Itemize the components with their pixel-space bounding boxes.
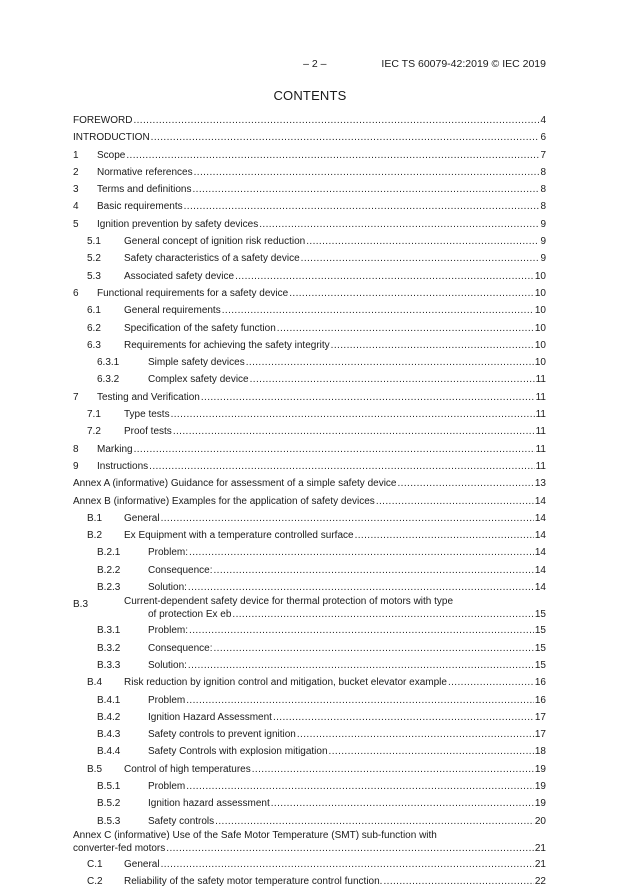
toc-entry[interactable] xyxy=(73,147,546,164)
toc-entry-title: Specification of the safety function xyxy=(124,322,276,334)
dot-leader xyxy=(161,510,534,527)
dot-leader xyxy=(448,674,534,691)
toc-entry[interactable] xyxy=(73,268,546,285)
toc-entry-title: Terms and definitions xyxy=(97,184,192,196)
toc-entry[interactable] xyxy=(73,640,546,657)
toc-entry-number: B.4.2 xyxy=(97,711,121,723)
dot-leader xyxy=(289,285,534,302)
toc-entry-title: Marking xyxy=(97,443,133,455)
page-number: – 2 – xyxy=(303,58,327,70)
toc-entry-page: 8 xyxy=(540,166,546,178)
dot-leader xyxy=(133,112,539,129)
dot-leader xyxy=(271,795,534,812)
toc-entry-title: Requirements for achieving the safety integrity xyxy=(124,339,330,351)
toc-entry-page: 14 xyxy=(534,582,546,594)
dot-leader xyxy=(171,406,535,423)
toc-entry-page: 14 xyxy=(534,512,546,524)
toc-entry-number: 3 xyxy=(73,184,79,196)
toc-entry-title: Annex A (informative) Guidance for assessment of a simple safety device xyxy=(73,478,397,490)
toc-entry-page: 14 xyxy=(534,530,546,542)
toc-entry[interactable] xyxy=(73,726,546,743)
toc-entry[interactable] xyxy=(73,674,546,691)
toc-entry[interactable] xyxy=(73,856,546,873)
toc-entry-title: Safety Controls with explosion mitigation xyxy=(148,746,328,758)
toc-entry[interactable] xyxy=(73,458,546,475)
toc-entry-number: B.5.1 xyxy=(97,780,121,792)
toc-entry[interactable] xyxy=(73,830,546,856)
toc-entry-page: 21 xyxy=(534,858,546,870)
page-title: CONTENTS xyxy=(273,88,347,103)
toc-entry-page: 10 xyxy=(534,270,546,282)
toc-entry-number: B.4.3 xyxy=(97,729,121,741)
toc-entry-page: 21 xyxy=(534,842,546,854)
toc-entry-title: Basic requirements xyxy=(97,201,183,213)
toc-entry[interactable] xyxy=(73,657,546,674)
toc-entry-title: Complex safety device xyxy=(148,374,249,386)
toc-entry-page: 9 xyxy=(540,218,546,230)
toc-entry[interactable] xyxy=(73,233,546,250)
toc-entry-page: 10 xyxy=(534,287,546,299)
page-header xyxy=(303,58,546,70)
table-of-contents xyxy=(73,112,546,890)
dot-leader xyxy=(166,842,534,855)
toc-entry-number: B.3 xyxy=(73,599,89,611)
toc-entry-number: B.3.1 xyxy=(97,625,121,637)
dot-leader xyxy=(189,544,534,561)
toc-entry[interactable] xyxy=(73,164,546,181)
dot-leader xyxy=(273,709,534,726)
dot-leader xyxy=(398,475,534,492)
toc-entry-title: Safety characteristics of a safety device xyxy=(124,253,300,265)
toc-entry-page: 20 xyxy=(534,815,546,827)
toc-entry-page: 19 xyxy=(534,798,546,810)
dot-leader xyxy=(134,441,535,458)
toc-entry[interactable] xyxy=(73,596,546,622)
toc-entry-number: B.5.3 xyxy=(97,815,121,827)
dot-leader xyxy=(246,354,534,371)
toc-entry-title: Ignition Hazard Assessment xyxy=(148,711,272,723)
dot-leader xyxy=(188,657,534,674)
toc-entry-number: 9 xyxy=(73,460,79,472)
toc-entry-title: Consequence: xyxy=(148,642,213,654)
toc-entry-number: 7 xyxy=(73,391,79,403)
toc-entry-number: 5.2 xyxy=(87,253,101,265)
toc-entry[interactable] xyxy=(73,285,546,302)
dot-leader xyxy=(277,320,534,337)
toc-entry-title: Simple safety devices xyxy=(148,357,245,369)
toc-entry-number: B.2.3 xyxy=(97,582,121,594)
toc-entry-number: B.4.4 xyxy=(97,746,121,758)
toc-entry-number: C.1 xyxy=(87,858,103,870)
toc-entry-page: 11 xyxy=(535,391,546,403)
toc-entry[interactable] xyxy=(73,423,546,440)
toc-entry-title: Problem xyxy=(148,694,186,706)
toc-entry[interactable] xyxy=(73,129,546,146)
toc-entry-page: 4 xyxy=(540,115,546,126)
toc-entry-page: 10 xyxy=(534,339,546,351)
dot-leader xyxy=(376,493,534,510)
toc-entry[interactable] xyxy=(73,562,546,579)
toc-entry-title: FOREWORD xyxy=(73,115,133,126)
toc-entry[interactable] xyxy=(73,579,546,596)
toc-entry-page: 7 xyxy=(540,149,546,161)
dot-leader xyxy=(149,458,534,475)
toc-entry[interactable] xyxy=(73,622,546,639)
toc-entry-number: B.2 xyxy=(87,530,103,542)
toc-entry-page: 9 xyxy=(540,253,546,265)
toc-entry-page: 11 xyxy=(535,443,546,455)
dot-leader xyxy=(201,389,535,406)
toc-entry[interactable] xyxy=(73,181,546,198)
toc-entry-page: 14 xyxy=(534,564,546,576)
toc-entry[interactable] xyxy=(73,406,546,423)
dot-leader xyxy=(188,579,534,596)
toc-entry-title: Proof tests xyxy=(124,426,172,438)
toc-entry-number: B.4.1 xyxy=(97,694,121,706)
toc-entry-number: 6.2 xyxy=(87,322,101,334)
toc-entry-title: Solution: xyxy=(148,582,187,594)
toc-entry-title: Reliability of the safety motor temperature control function. xyxy=(124,876,383,888)
toc-entry-title: Control of high temperatures xyxy=(124,763,251,775)
toc-entry-title-line1: Annex C (informative) Use of the Safe Motor Temperature (SMT) sub-function with xyxy=(73,829,437,841)
toc-entry-title: General requirements xyxy=(124,305,221,317)
toc-entry-page: 11 xyxy=(535,426,546,438)
toc-entry-page: 11 xyxy=(535,409,546,421)
toc-entry-title: Problem: xyxy=(148,625,189,637)
toc-entry-number: B.5 xyxy=(87,763,103,775)
toc-entry[interactable] xyxy=(73,743,546,760)
toc-entry[interactable] xyxy=(73,441,546,458)
dot-leader xyxy=(173,423,535,440)
dot-leader xyxy=(193,181,540,198)
toc-entry[interactable] xyxy=(73,692,546,709)
toc-entry-number: 4 xyxy=(73,201,79,213)
dot-leader xyxy=(194,164,540,181)
dot-leader xyxy=(222,302,534,319)
toc-entry-title: Safety controls to prevent ignition xyxy=(148,729,296,741)
dot-leader xyxy=(252,761,534,778)
toc-entry-page: 17 xyxy=(534,711,546,723)
toc-entry-number: 6.3.2 xyxy=(97,374,120,386)
toc-entry-page: 8 xyxy=(540,184,546,196)
toc-entry-page: 14 xyxy=(534,495,546,507)
dot-leader xyxy=(232,608,533,621)
toc-entry-title: Solution: xyxy=(148,659,187,671)
toc-entry[interactable] xyxy=(73,198,546,215)
toc-entry-number: B.1 xyxy=(87,512,103,524)
toc-entry-title: Associated safety device xyxy=(124,270,235,282)
toc-entry-number: 5 xyxy=(73,218,79,230)
toc-entry[interactable] xyxy=(73,371,546,388)
toc-entry-page: 14 xyxy=(534,547,546,559)
toc-entry-number: B.3.2 xyxy=(97,642,121,654)
toc-entry-number: 7.2 xyxy=(87,426,101,438)
toc-entry[interactable] xyxy=(73,320,546,337)
toc-entry-page: 9 xyxy=(540,236,546,248)
dot-leader xyxy=(331,337,534,354)
toc-entry-number: 5.1 xyxy=(87,236,101,248)
toc-entry-number: 6.3.1 xyxy=(97,357,120,369)
toc-entry-page: 15 xyxy=(534,659,546,671)
toc-entry-page: 15 xyxy=(534,625,546,637)
toc-entry-number: 6.1 xyxy=(87,305,101,317)
toc-entry-title: Scope xyxy=(97,149,126,161)
toc-entry-title: Functional requirements for a safety device xyxy=(97,287,289,299)
toc-entry[interactable] xyxy=(73,493,546,510)
toc-entry-number: 5.3 xyxy=(87,270,101,282)
toc-entry-title: converter-fed motors xyxy=(73,842,166,854)
toc-entry-title: Ex Equipment with a temperature controlled surface xyxy=(124,530,354,542)
toc-entry-title: of protection Ex eb xyxy=(148,609,232,621)
toc-entry-number: B.2.1 xyxy=(97,547,121,559)
toc-entry-title: General xyxy=(124,858,160,870)
toc-entry-title-line1: Current-dependent safety device for thermal protection of motors with type xyxy=(124,596,454,608)
dot-leader xyxy=(297,726,534,743)
dot-leader xyxy=(186,692,534,709)
dot-leader xyxy=(355,527,534,544)
toc-entry-page: 19 xyxy=(534,780,546,792)
dot-leader xyxy=(186,778,534,795)
toc-entry[interactable] xyxy=(73,813,546,830)
toc-entry-page: 16 xyxy=(534,677,546,689)
dot-leader xyxy=(214,640,534,657)
toc-entry-page: 18 xyxy=(534,746,546,758)
toc-entry-title: Type tests xyxy=(124,409,170,421)
toc-entry[interactable] xyxy=(73,510,546,527)
toc-entry-number: 6.3 xyxy=(87,339,101,351)
document-id: IEC TS 60079-42:2019 © IEC 2019 xyxy=(381,58,546,70)
toc-entry-title: Risk reduction by ignition control and mitigation, bucket elevator example xyxy=(124,677,447,689)
dot-leader xyxy=(215,813,534,830)
toc-entry-number: B.4 xyxy=(87,677,103,689)
toc-entry-title: General concept of ignition risk reduction xyxy=(124,236,306,248)
toc-entry-number: B.2.2 xyxy=(97,564,121,576)
toc-entry-number: B.3.3 xyxy=(97,659,121,671)
toc-entry[interactable] xyxy=(73,389,546,406)
toc-entry-title: General xyxy=(124,512,160,524)
toc-entry-page: 6 xyxy=(540,132,546,144)
toc-entry-title: Instructions xyxy=(97,460,149,472)
toc-entry-page: 15 xyxy=(534,642,546,654)
toc-entry-page: 8 xyxy=(540,201,546,213)
toc-entry[interactable] xyxy=(73,112,546,129)
toc-entry-page: 17 xyxy=(534,729,546,741)
toc-entry-title: Ignition prevention by safety devices xyxy=(97,218,259,230)
dot-leader xyxy=(184,198,540,215)
toc-entry[interactable] xyxy=(73,544,546,561)
toc-entry-number: 6 xyxy=(73,287,79,299)
dot-leader xyxy=(250,371,535,388)
dot-leader xyxy=(306,233,539,250)
toc-entry[interactable] xyxy=(73,795,546,812)
toc-entry-page: 19 xyxy=(534,763,546,775)
toc-entry-number: 8 xyxy=(73,443,79,455)
dot-leader xyxy=(126,147,539,164)
toc-entry[interactable] xyxy=(73,475,546,492)
toc-entry[interactable] xyxy=(73,354,546,371)
toc-entry-title: Ignition hazard assessment xyxy=(148,798,270,810)
toc-entry-title: Problem: xyxy=(148,547,189,559)
toc-entry-page: 16 xyxy=(534,694,546,706)
toc-entry-number: 1 xyxy=(73,149,79,161)
toc-entry-page: 22 xyxy=(534,876,546,888)
toc-entry-page: 10 xyxy=(534,357,546,369)
dot-leader xyxy=(301,250,540,267)
dot-leader xyxy=(329,743,534,760)
dot-leader xyxy=(151,129,540,146)
toc-entry[interactable] xyxy=(73,216,546,233)
toc-entry[interactable] xyxy=(73,778,546,795)
toc-entry-page: 15 xyxy=(534,609,546,621)
toc-entry-title: Annex B (informative) Examples for the application of safety devices xyxy=(73,495,375,507)
toc-entry[interactable] xyxy=(73,302,546,319)
toc-entry-page: 11 xyxy=(535,374,546,386)
dot-leader xyxy=(189,622,534,639)
toc-entry-title: Normative references xyxy=(97,166,193,178)
toc-entry[interactable] xyxy=(73,337,546,354)
dot-leader xyxy=(235,268,534,285)
toc-entry-page: 11 xyxy=(535,460,546,472)
dot-leader xyxy=(259,216,539,233)
toc-entry-number: B.5.2 xyxy=(97,798,121,810)
toc-entry-number: 2 xyxy=(73,166,79,178)
toc-entry-title: Problem xyxy=(148,780,186,792)
toc-entry[interactable] xyxy=(73,527,546,544)
toc-entry-number: 7.1 xyxy=(87,409,101,421)
toc-entry[interactable] xyxy=(73,709,546,726)
toc-entry-page: 13 xyxy=(534,478,546,490)
dot-leader xyxy=(214,562,534,579)
toc-entry[interactable] xyxy=(73,761,546,778)
toc-entry-title: Testing and Verification xyxy=(97,391,200,403)
toc-entry-title: Safety controls xyxy=(148,815,215,827)
toc-entry-number: C.2 xyxy=(87,876,103,888)
dot-leader xyxy=(161,856,534,873)
toc-entry[interactable] xyxy=(73,250,546,267)
toc-entry-title: Consequence: xyxy=(148,564,213,576)
toc-entry-title: INTRODUCTION xyxy=(73,132,150,144)
toc-entry-page: 10 xyxy=(534,305,546,317)
toc-entry-page: 10 xyxy=(534,322,546,334)
